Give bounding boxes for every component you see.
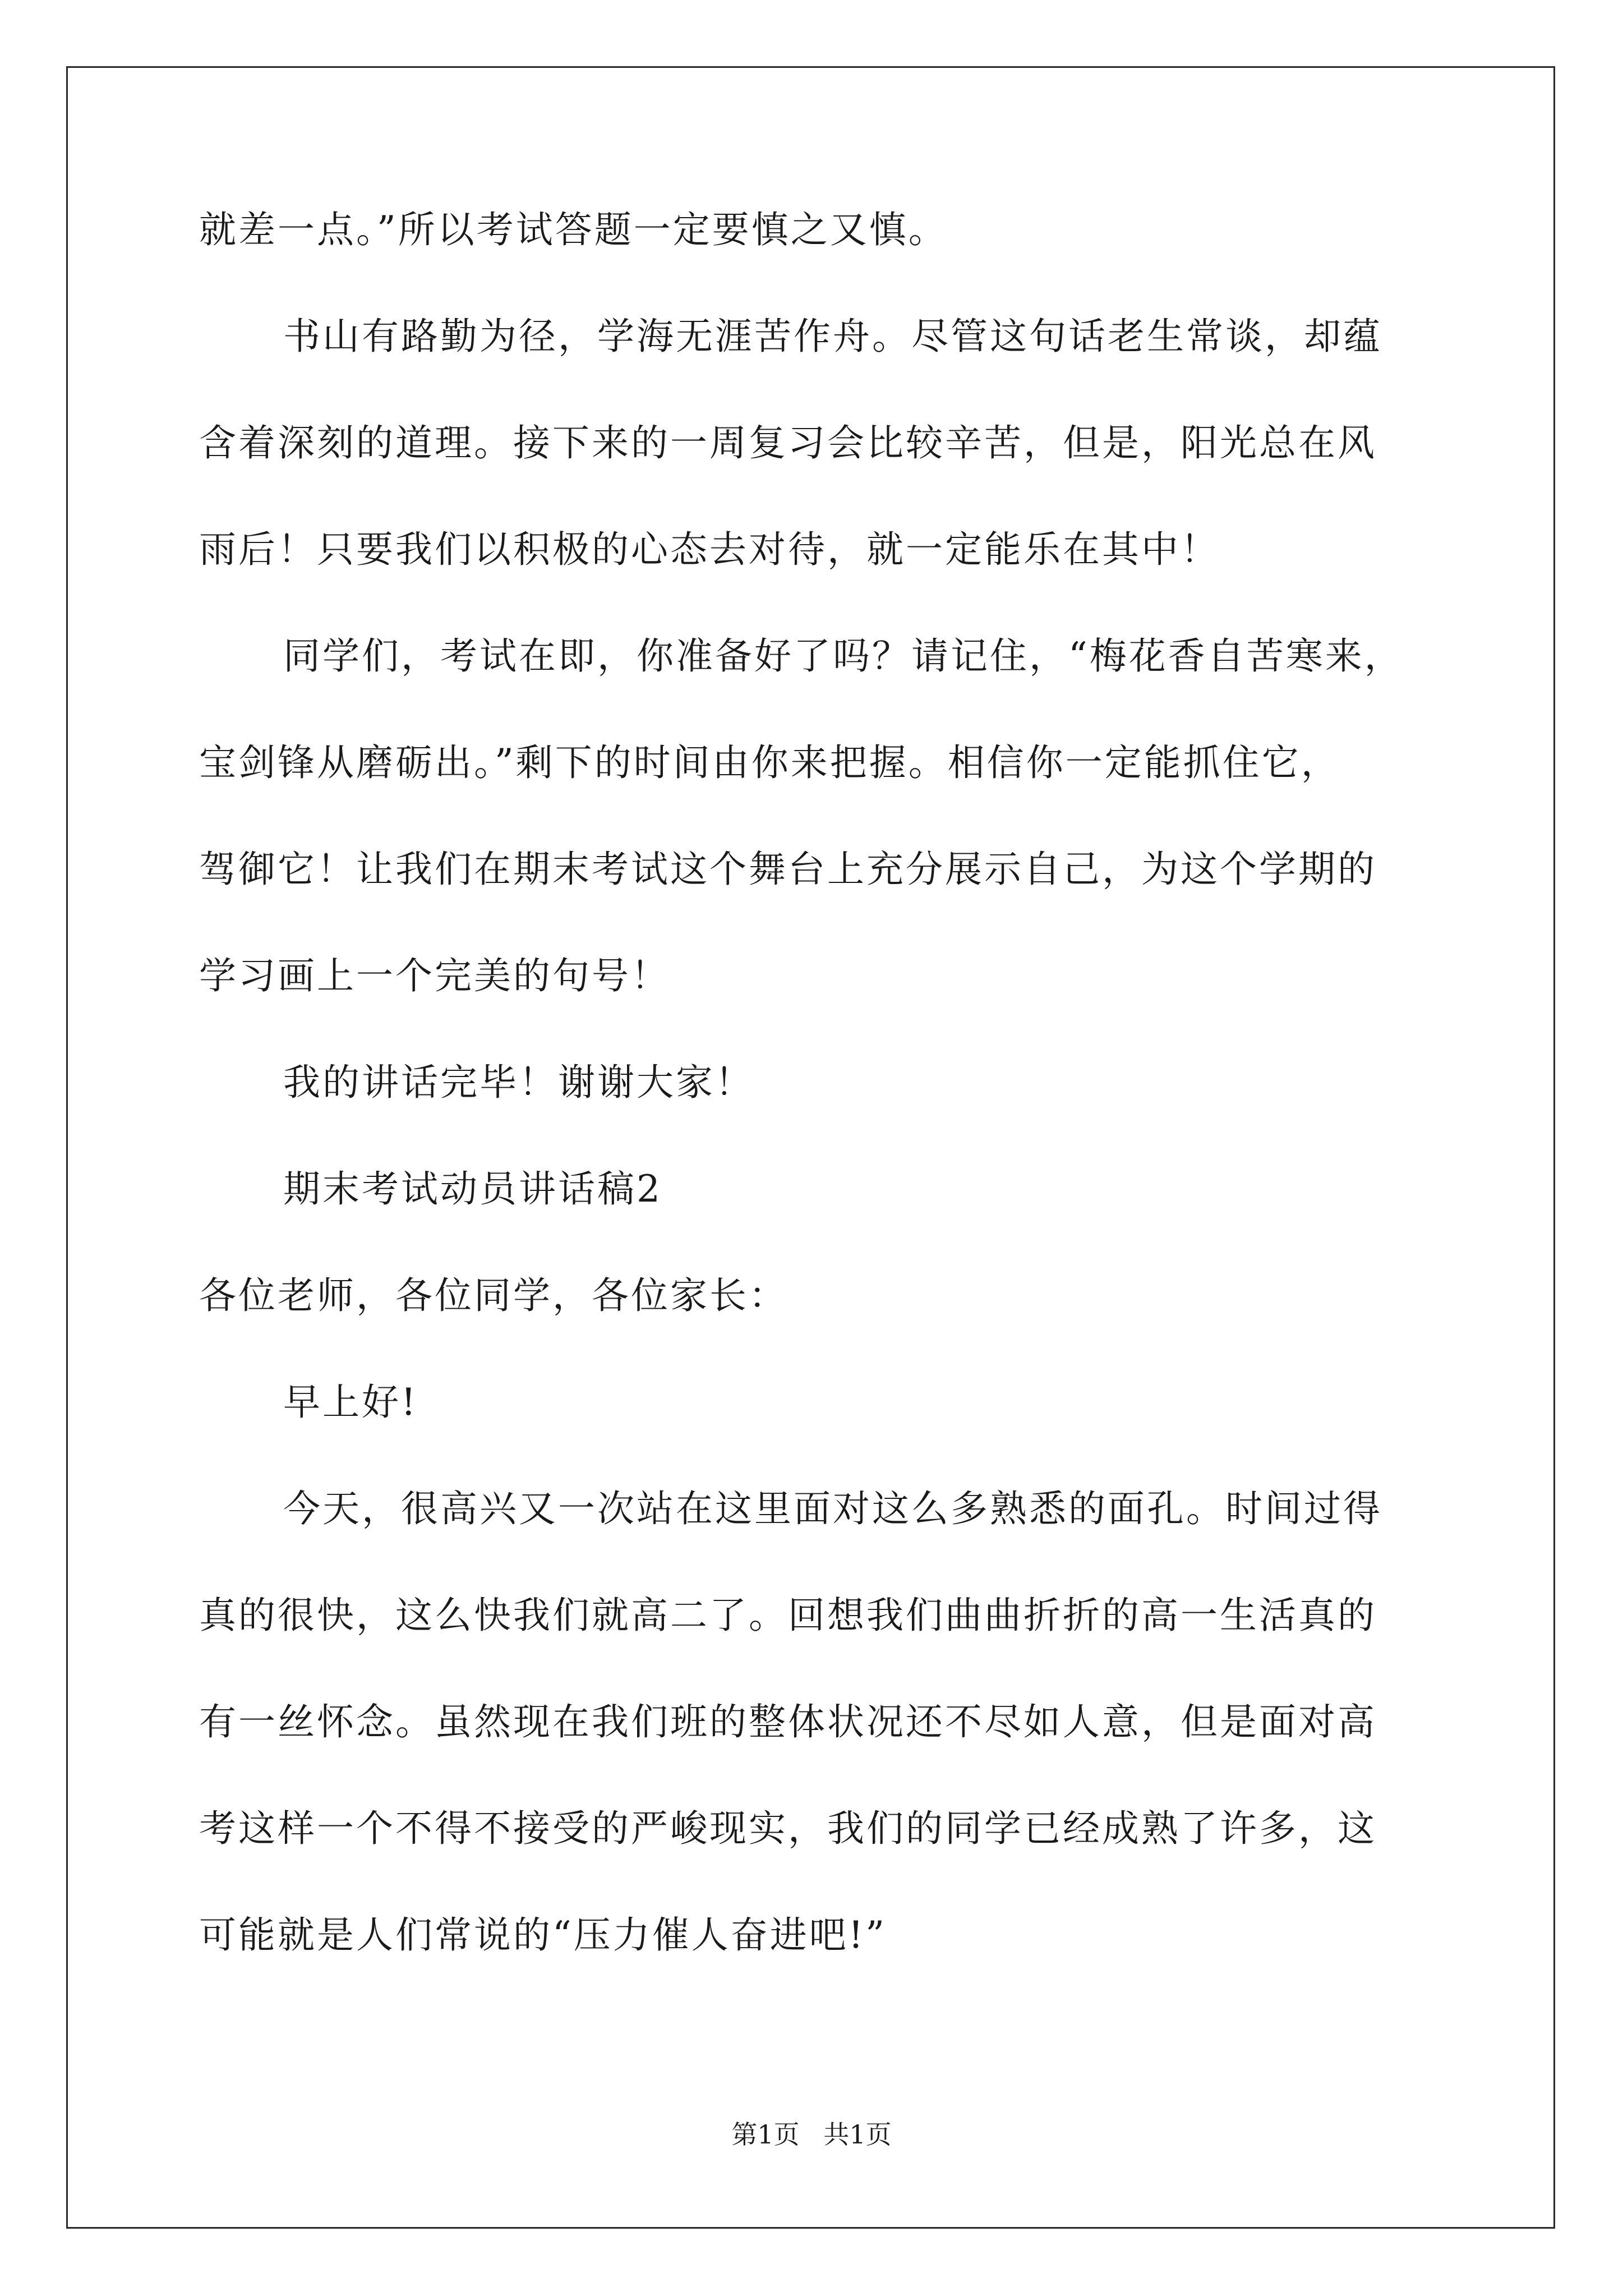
text-line: 含着深刻的道理。接下来的一周复习会比较辛苦，但是，阳光总在风 — [199, 421, 1377, 464]
page-border — [66, 66, 1555, 2229]
text-line: 雨后！只要我们以积极的心态去对待，就一定能乐在其中！ — [199, 528, 1220, 571]
page-number-total: 共1页 — [823, 2119, 892, 2150]
page-footer — [0, 2118, 1623, 2151]
text-line: 学习画上一个完美的句号！ — [199, 954, 670, 997]
text-line: 书山有路勤为径，学海无涯苦作舟。尽管这句话老生常谈，却蕴 — [283, 315, 1382, 358]
text-line: 真的很快，这么快我们就高二了。回想我们曲曲折折的高一生活真的 — [199, 1594, 1377, 1637]
text-line: 有一丝怀念。虽然现在我们班的整体状况还不尽如人意，但是面对高 — [199, 1700, 1377, 1743]
text-line: 今天，很高兴又一次站在这里面对这么多熟悉的面孔。时间过得 — [283, 1487, 1382, 1530]
text-line: 可能就是人们常说的“压力催人奋进吧!” — [199, 1913, 887, 1957]
text-line: 就差一点。”所以考试答题一定要慎之又慎。 — [199, 208, 948, 251]
greeting: 早上好! — [283, 1381, 418, 1424]
page-number-current: 第1页 — [731, 2119, 800, 2150]
text-line: 宝剑锋从磨砺出。”剩下的时间由你来把握。相信你一定能抓住它， — [199, 741, 1340, 784]
text-line: 同学们，考试在即，你准备好了吗？请记住，“梅花香自苦寒来， — [283, 634, 1404, 678]
text-line: 我的讲话完毕！谢谢大家！ — [283, 1061, 754, 1104]
section-heading: 期末考试动员讲话稿2 — [283, 1167, 662, 1211]
salutation: 各位老师，各位同学，各位家长： — [199, 1274, 788, 1317]
text-line: 驾御它！让我们在期末考试这个舞台上充分展示自己，为这个学期的 — [199, 848, 1377, 891]
text-line: 考这样一个不得不接受的严峻现实，我们的同学已经成熟了许多，这 — [199, 1807, 1377, 1850]
